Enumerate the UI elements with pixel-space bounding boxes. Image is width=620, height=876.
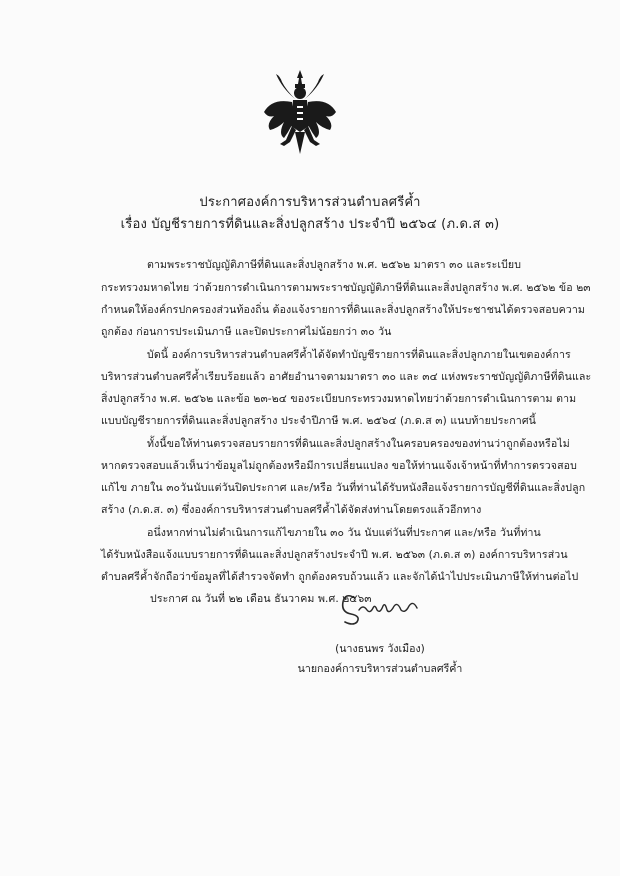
body-line: หากตรวจสอบแล้วเห็นว่าข้อมูลไม่ถูกต้องหรือมีการเปลี่ยนแปลง ขอให้ท่านแจ้งเจ้าหน้าที่ทำการตรวจสอบ <box>101 460 577 472</box>
body-line: สิ่งปลูกสร้าง พ.ศ. ๒๕๖๒ และข้อ ๒๓-๒๔ ของระเบียบกระทรวงมหาดไทยว่าด้วยการดำเนินการตาม ตาม <box>101 393 577 405</box>
document-title: ประกาศองค์การบริหารส่วนตำบลศรีค้ำ <box>199 195 421 210</box>
signature-icon <box>337 586 427 626</box>
body-line: อนึ่งหากท่านไม่ดำเนินการแก้ไขภายใน ๓๐ วัน นับแต่วันที่ประกาศ และ/หรือ วันที่ท่าน <box>147 527 541 539</box>
body-line: ได้รับหนังสือแจ้งแบบรายการที่ดินและสิ่งปลูกสร้างประจำปี พ.ศ. ๒๕๖๓ (ภ.ด.ส ๓) องค์การบริหารส่วน <box>101 549 568 561</box>
body-line: ตำบลศรีค้ำจักถือว่าข้อมูลที่ได้สำรวจจัดทำ ถูกต้องครบถ้วนแล้ว และจักได้นำไปประเมินภาษีให้ท่านต่อไป <box>101 571 579 583</box>
signer-name: (นางธนพร วังเมือง) <box>335 643 425 655</box>
body-line: บริหารส่วนตำบลศรีค้ำเรียบร้อยแล้ว อาศัยอำนาจตามมาตรา ๓๐ และ ๓๔ แห่งพระราชบัญญัติภาษีที่ดินและ <box>101 371 592 383</box>
body-line: บัดนี้ องค์การบริหารส่วนตำบลศรีค้ำได้จัดทำบัญชีรายการที่ดินและสิ่งปลูกภายในเขตองค์การ <box>147 349 571 361</box>
body-line: แบบบัญชีรายการที่ดินและสิ่งปลูกสร้าง ประจำปีภาษี พ.ศ. ๒๕๖๔ (ภ.ด.ส ๓) แนบท้ายประกาศนี้ <box>101 415 537 427</box>
document-subject: เรื่อง บัญชีรายการที่ดินและสิ่งปลูกสร้าง ประจำปี ๒๕๖๔ (ภ.ด.ส ๓) <box>120 217 500 232</box>
body-line: แก้ไข ภายใน ๓๐วันนับแต่วันปิดประกาศ และ/หรือ วันที่ท่านได้รับหนังสือแจ้งรายการบัญชีที่ดินและสิ่งปลูก <box>101 482 586 494</box>
body-line: สร้าง (ภ.ด.ส. ๓) ซึ่งองค์การบริหารส่วนตำบลศรีค้ำได้จัดส่งท่านโดยตรงแล้วอีกทาง <box>101 504 482 516</box>
signer-position: นายกองค์การบริหารส่วนตำบลศรีค้ำ <box>297 663 463 675</box>
garuda-emblem-icon <box>262 68 338 156</box>
body-line: กระทรวงมหาดไทย ว่าด้วยการดำเนินการตามพระราชบัญญัติภาษีที่ดินและสิ่งปลูกสร้าง พ.ศ. ๒๕๖๒ ข้อ ๒๓ <box>101 282 591 294</box>
body-line: ทั้งนี้ขอให้ท่านตรวจสอบรายการที่ดินและสิ่งปลูกสร้างในครอบครองของท่านว่าถูกต้องหรือไม่ <box>147 438 570 450</box>
body-line: ตามพระราชบัญญัติภาษีที่ดินและสิ่งปลูกสร้าง พ.ศ. ๒๕๖๒ มาตรา ๓๐ และระเบียบ <box>147 259 522 271</box>
body-line: ถูกต้อง ก่อนการประเมินภาษี และปิดประกาศไม่น้อยกว่า ๓๐ วัน <box>101 326 392 338</box>
announcement-date: ประกาศ ณ วันที่ ๒๒ เดือน ธันวาคม พ.ศ. ๒๕๖๓ <box>150 593 372 605</box>
body-line: กำหนดให้องค์กรปกครองส่วนท้องถิ่น ต้องแจ้งรายการที่ดินและสิ่งปลูกสร้างให้ประชาชนได้ตรวจสอบความ <box>101 304 585 316</box>
